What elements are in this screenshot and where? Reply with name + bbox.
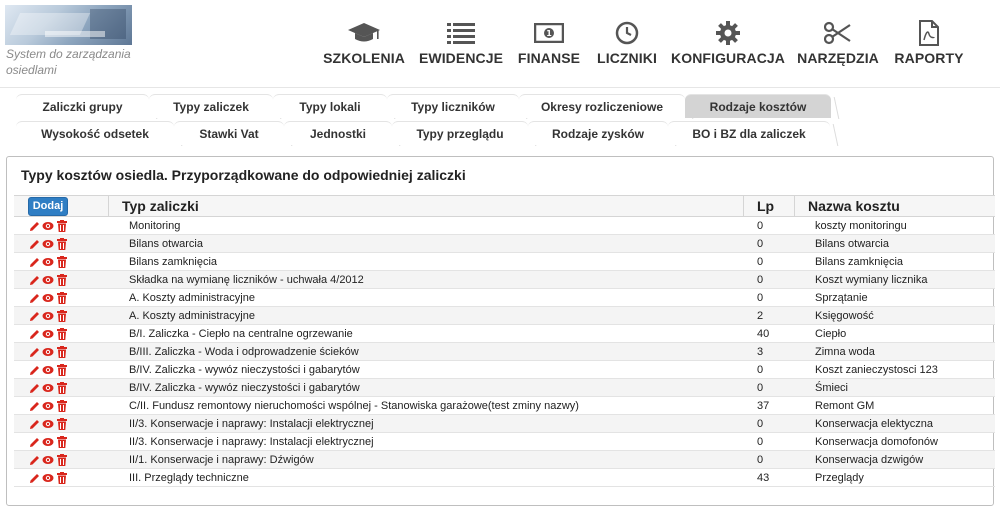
row-actions: [28, 435, 68, 449]
pdf-file-icon: [918, 20, 940, 46]
row-actions: [28, 417, 68, 431]
delete-trash-icon[interactable]: [56, 256, 68, 269]
app-tagline: System do zarządzania osiedlami: [6, 47, 131, 77]
view-eye-icon[interactable]: [42, 220, 54, 233]
nav-label: EWIDENCJE: [418, 50, 504, 66]
delete-trash-icon[interactable]: [56, 454, 68, 467]
nav-konfiguracja[interactable]: [671, 20, 785, 70]
row-actions: [28, 327, 68, 341]
edit-pencil-icon[interactable]: [28, 364, 40, 377]
table-row: [14, 433, 995, 451]
delete-trash-icon[interactable]: [56, 220, 68, 233]
nav-label: LICZNIKI: [597, 50, 657, 66]
cell-typ: Bilans zamknięcia: [129, 256, 218, 268]
row-actions: [28, 309, 68, 323]
costs-table: [14, 195, 995, 487]
cell-typ: B/I. Zaliczka - Ciepło na centralne ogrzewanie: [129, 328, 353, 340]
view-eye-icon[interactable]: [42, 382, 54, 395]
table-row: [14, 343, 995, 361]
edit-pencil-icon[interactable]: [28, 238, 40, 251]
delete-trash-icon[interactable]: [56, 346, 68, 359]
row-actions: [28, 345, 68, 359]
header: [0, 0, 1000, 88]
delete-trash-icon[interactable]: [56, 472, 68, 485]
nav-raporty[interactable]: [896, 20, 962, 70]
cell-lp: 0: [757, 220, 764, 232]
nav-label: SZKOLENIA: [323, 50, 405, 66]
tab-bo-i-bz[interactable]: BO i BZ dla zaliczek: [668, 121, 830, 145]
cell-lp: 0: [757, 238, 764, 250]
panel-title: Typy kosztów osiedla. Przyporządkowane do odpowiedniej zaliczki: [21, 167, 466, 183]
view-eye-icon[interactable]: [42, 364, 54, 377]
edit-pencil-icon[interactable]: [28, 220, 40, 233]
table-row: [14, 469, 995, 487]
cell-nazwa: Bilans otwarcia: [815, 238, 889, 250]
cell-nazwa: Ciepło: [815, 328, 847, 340]
edit-pencil-icon[interactable]: [28, 346, 40, 359]
cell-typ: III. Przeglądy techniczne: [129, 472, 249, 484]
cell-typ: Składka na wymianę liczników - uchwała 4/2012: [129, 274, 364, 286]
delete-trash-icon[interactable]: [56, 328, 68, 341]
delete-trash-icon[interactable]: [56, 310, 68, 323]
nav-szkolenia[interactable]: [323, 20, 405, 70]
cell-typ: II/1. Konserwacje i naprawy: Dźwigów: [129, 454, 314, 466]
delete-trash-icon[interactable]: [56, 436, 68, 449]
cell-nazwa: Sprzątanie: [815, 292, 868, 304]
nav-label: FINANSE: [517, 50, 581, 66]
view-eye-icon[interactable]: [42, 310, 54, 323]
view-eye-icon[interactable]: [42, 238, 54, 251]
cell-lp: 0: [757, 454, 764, 466]
cell-typ: B/IV. Zaliczka - wywóz nieczystości i gabarytów: [129, 382, 360, 394]
row-actions: [28, 237, 68, 251]
view-eye-icon[interactable]: [42, 454, 54, 467]
row-actions: [28, 255, 68, 269]
tab-rodzaje-zyskow[interactable]: Rodzaje zysków: [528, 121, 668, 145]
cell-nazwa: Konserwacja dzwigów: [815, 454, 924, 466]
table-row: [14, 271, 995, 289]
edit-pencil-icon[interactable]: [28, 310, 40, 323]
cell-nazwa: Księgowość: [815, 310, 874, 322]
cell-lp: 0: [757, 436, 764, 448]
tab-okresy-rozliczeniowe[interactable]: Okresy rozliczeniowe: [519, 94, 685, 118]
clock-icon: [615, 20, 639, 46]
table-row: [14, 217, 995, 235]
nav-label: NARZĘDZIA: [797, 50, 879, 66]
table-row: [14, 397, 995, 415]
row-actions: [28, 471, 68, 485]
cell-typ: A. Koszty administracyjne: [129, 292, 255, 304]
content-panel: [6, 156, 994, 506]
table-header: [14, 195, 995, 217]
delete-trash-icon[interactable]: [56, 400, 68, 413]
gear-icon: [716, 20, 740, 46]
nav-label: RAPORTY: [894, 50, 964, 66]
view-eye-icon[interactable]: [42, 274, 54, 287]
cell-lp: 37: [757, 400, 770, 412]
cell-typ: Monitoring: [129, 220, 181, 232]
tab-typy-lokali[interactable]: Typy lokali: [273, 94, 387, 118]
add-button[interactable]: Dodaj: [28, 197, 68, 216]
edit-pencil-icon[interactable]: [28, 418, 40, 431]
cell-nazwa: Koszt zanieczystosci 123: [815, 364, 938, 376]
nav-ewidencje[interactable]: [418, 20, 504, 70]
nav-finanse[interactable]: [517, 20, 581, 70]
cell-lp: 0: [757, 364, 764, 376]
row-actions: [28, 363, 68, 377]
cell-typ: C/II. Fundusz remontowy nieruchomości wspólnej - Stanowiska garażowe(test zminy nazwy): [129, 400, 579, 412]
nav-label: KONFIGURACJA: [671, 50, 785, 66]
cell-typ: Bilans otwarcia: [129, 238, 203, 250]
cell-nazwa: koszty monitoringu: [815, 220, 907, 232]
edit-pencil-icon[interactable]: [28, 400, 40, 413]
list-icon: [447, 20, 475, 46]
table-row: [14, 289, 995, 307]
tab-typy-zaliczek[interactable]: Typy zaliczek: [149, 94, 273, 118]
delete-trash-icon[interactable]: [56, 238, 68, 251]
table-row: [14, 361, 995, 379]
delete-trash-icon[interactable]: [56, 364, 68, 377]
cell-lp: 3: [757, 346, 764, 358]
cell-typ: A. Koszty administracyjne: [129, 310, 255, 322]
column-header-nazwa[interactable]: Nazwa kosztu: [808, 198, 900, 214]
view-eye-icon[interactable]: [42, 292, 54, 305]
cell-nazwa: Remont GM: [815, 400, 875, 412]
edit-pencil-icon[interactable]: [28, 382, 40, 395]
tab-typy-licznikow[interactable]: Typy liczników: [387, 94, 519, 118]
column-header-typ[interactable]: Typ zaliczki: [122, 198, 199, 214]
tab-typy-przegladu[interactable]: Typy przeglądu: [392, 121, 528, 145]
cell-nazwa: Koszt wymiany licznika: [815, 274, 928, 286]
table-row: [14, 325, 995, 343]
cell-lp: 2: [757, 310, 764, 322]
cell-nazwa: Konserwacja elektyczna: [815, 418, 934, 430]
cell-typ: B/IV. Zaliczka - wywóz nieczystości i gabarytów: [129, 364, 360, 376]
table-row: [14, 379, 995, 397]
cell-lp: 0: [757, 292, 764, 304]
row-actions: [28, 399, 68, 413]
row-actions: [28, 381, 68, 395]
edit-pencil-icon[interactable]: [28, 274, 40, 287]
view-eye-icon[interactable]: [42, 436, 54, 449]
nav-liczniki[interactable]: [599, 20, 655, 70]
cell-typ: II/3. Konserwacje i naprawy: Instalacji elektrycznej: [129, 436, 374, 448]
view-eye-icon[interactable]: [42, 418, 54, 431]
cell-lp: 0: [757, 418, 764, 430]
tab-wysokosc-odsetek[interactable]: Wysokość odsetek: [16, 121, 174, 145]
table-row: [14, 253, 995, 271]
column-header-lp[interactable]: Lp: [757, 198, 775, 214]
cell-lp: 43: [757, 472, 770, 484]
delete-trash-icon[interactable]: [56, 382, 68, 395]
row-actions: [28, 453, 68, 467]
nav-narzedzia[interactable]: [797, 20, 879, 70]
view-eye-icon[interactable]: [42, 400, 54, 413]
table-row: [14, 451, 995, 469]
row-actions: [28, 291, 68, 305]
table-row: [14, 235, 995, 253]
edit-pencil-icon[interactable]: [28, 256, 40, 269]
delete-trash-icon[interactable]: [56, 274, 68, 287]
delete-trash-icon[interactable]: [56, 292, 68, 305]
row-actions: [28, 273, 68, 287]
scissors-icon: [824, 20, 852, 46]
cell-lp: 40: [757, 328, 770, 340]
tab-jednostki[interactable]: Jednostki: [284, 121, 392, 145]
view-eye-icon[interactable]: [42, 328, 54, 341]
edit-pencil-icon[interactable]: [28, 328, 40, 341]
cell-nazwa: Bilans zamknięcia: [815, 256, 904, 268]
cell-lp: 0: [757, 256, 764, 268]
cell-nazwa: Konserwacja domofonów: [815, 436, 938, 448]
edit-pencil-icon[interactable]: [28, 436, 40, 449]
cell-nazwa: Zimna woda: [815, 346, 875, 358]
svg-text:1: 1: [546, 29, 552, 38]
graduation-cap-icon: [347, 20, 381, 46]
tab-stawki-vat[interactable]: Stawki Vat: [174, 121, 284, 145]
logo[interactable]: [5, 5, 132, 45]
table-body: [14, 217, 995, 487]
cell-typ: B/III. Zaliczka - Woda i odprowadzenie ścieków: [129, 346, 359, 358]
row-actions: [28, 219, 68, 233]
delete-trash-icon[interactable]: [56, 418, 68, 431]
tab-zaliczki-grupy[interactable]: Zaliczki grupy: [16, 94, 149, 118]
table-row: [14, 415, 995, 433]
view-eye-icon[interactable]: [42, 346, 54, 359]
cell-lp: 0: [757, 274, 764, 286]
edit-pencil-icon[interactable]: [28, 472, 40, 485]
edit-pencil-icon[interactable]: [28, 454, 40, 467]
cell-nazwa: Śmieci: [815, 382, 849, 394]
table-row: [14, 307, 995, 325]
cell-nazwa: Przeglądy: [815, 472, 864, 484]
edit-pencil-icon[interactable]: [28, 292, 40, 305]
cell-lp: 0: [757, 382, 764, 394]
view-eye-icon[interactable]: [42, 472, 54, 485]
view-eye-icon[interactable]: [42, 256, 54, 269]
money-icon: [534, 20, 564, 46]
tab-rodzaje-kosztow[interactable]: Rodzaje kosztów: [685, 94, 831, 118]
cell-typ: II/3. Konserwacje i naprawy: Instalacji elektrycznej: [129, 418, 374, 430]
